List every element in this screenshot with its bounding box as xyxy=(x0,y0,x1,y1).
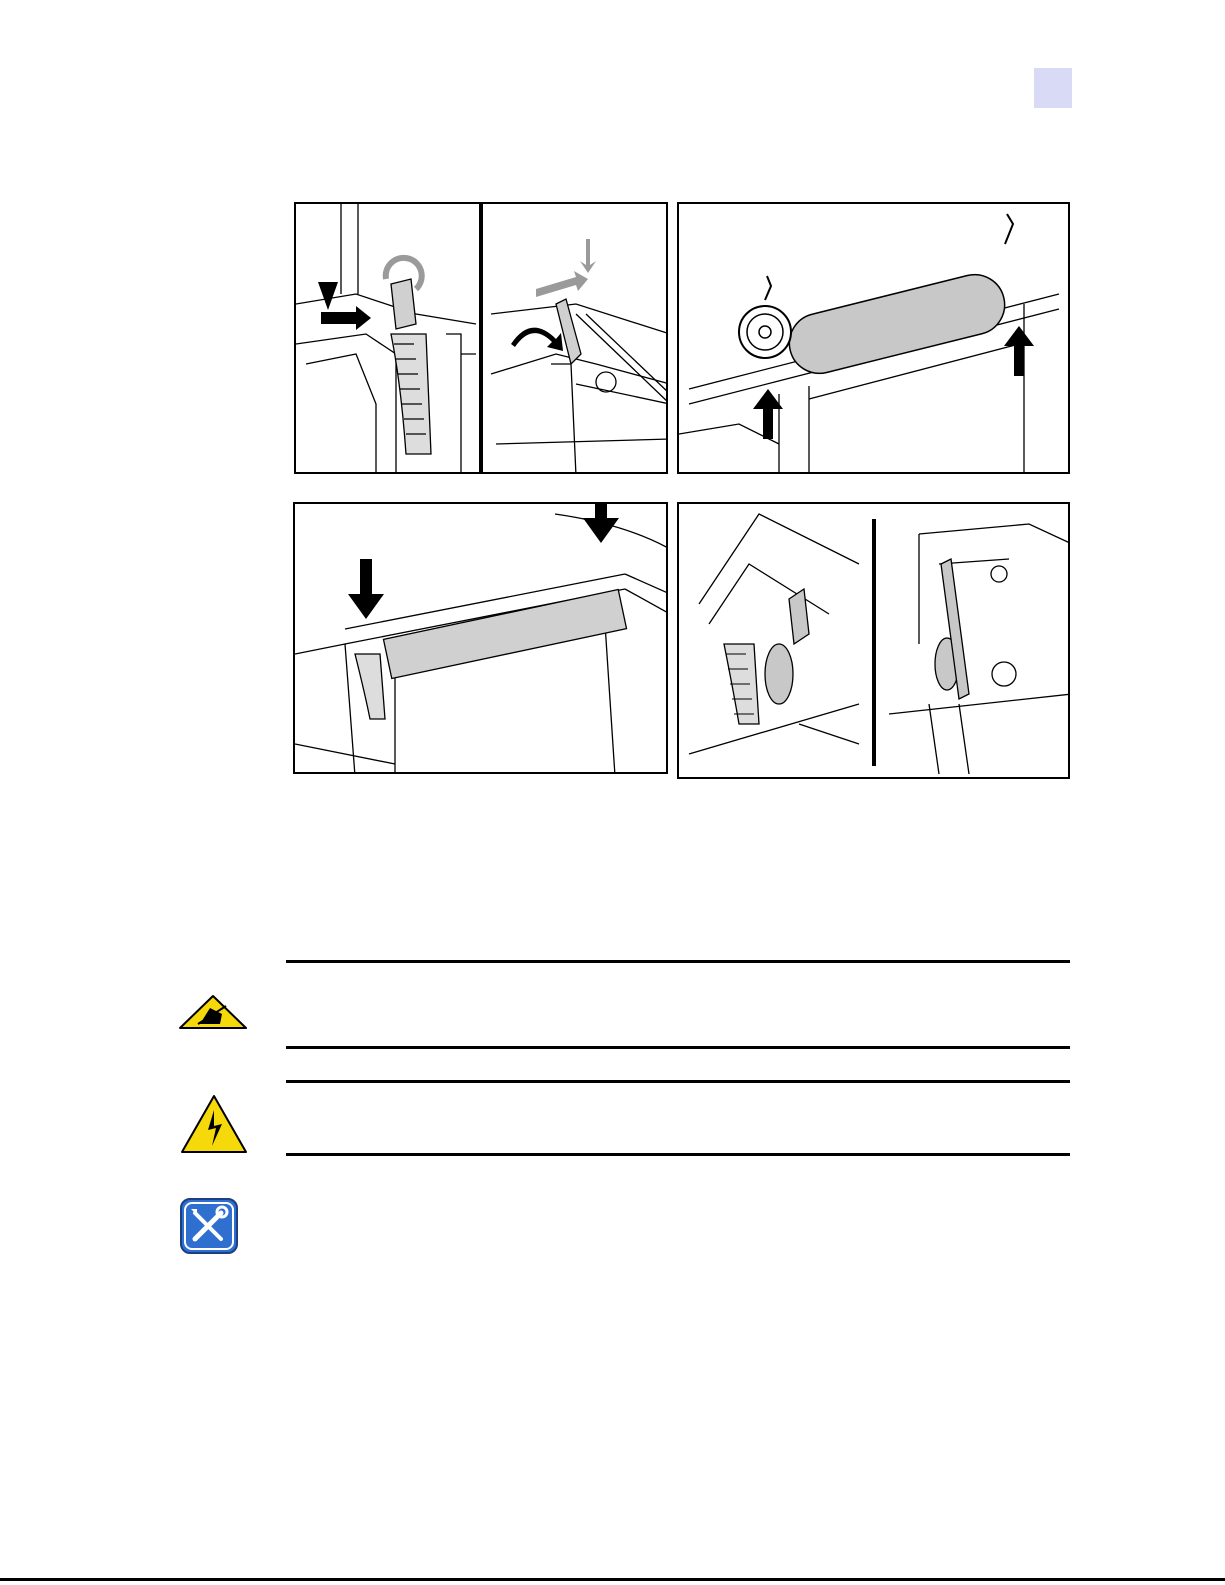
install-platen-panel xyxy=(293,502,668,774)
notice-top-rule xyxy=(286,960,1070,963)
lift-platen-panel xyxy=(677,202,1070,474)
esd-warning-icon xyxy=(178,994,248,1030)
release-latch-panel xyxy=(294,202,668,474)
electric-shock-warning-icon xyxy=(180,1094,248,1154)
footer-rule xyxy=(0,1578,1225,1581)
notice-second-top-rule xyxy=(286,1080,1070,1083)
tools-icon xyxy=(180,1198,238,1254)
section-tab-marker xyxy=(1034,68,1072,108)
lock-latch-panel xyxy=(677,502,1070,779)
notice-divider-rule xyxy=(286,1046,1070,1049)
notice-bottom-rule xyxy=(286,1153,1070,1156)
